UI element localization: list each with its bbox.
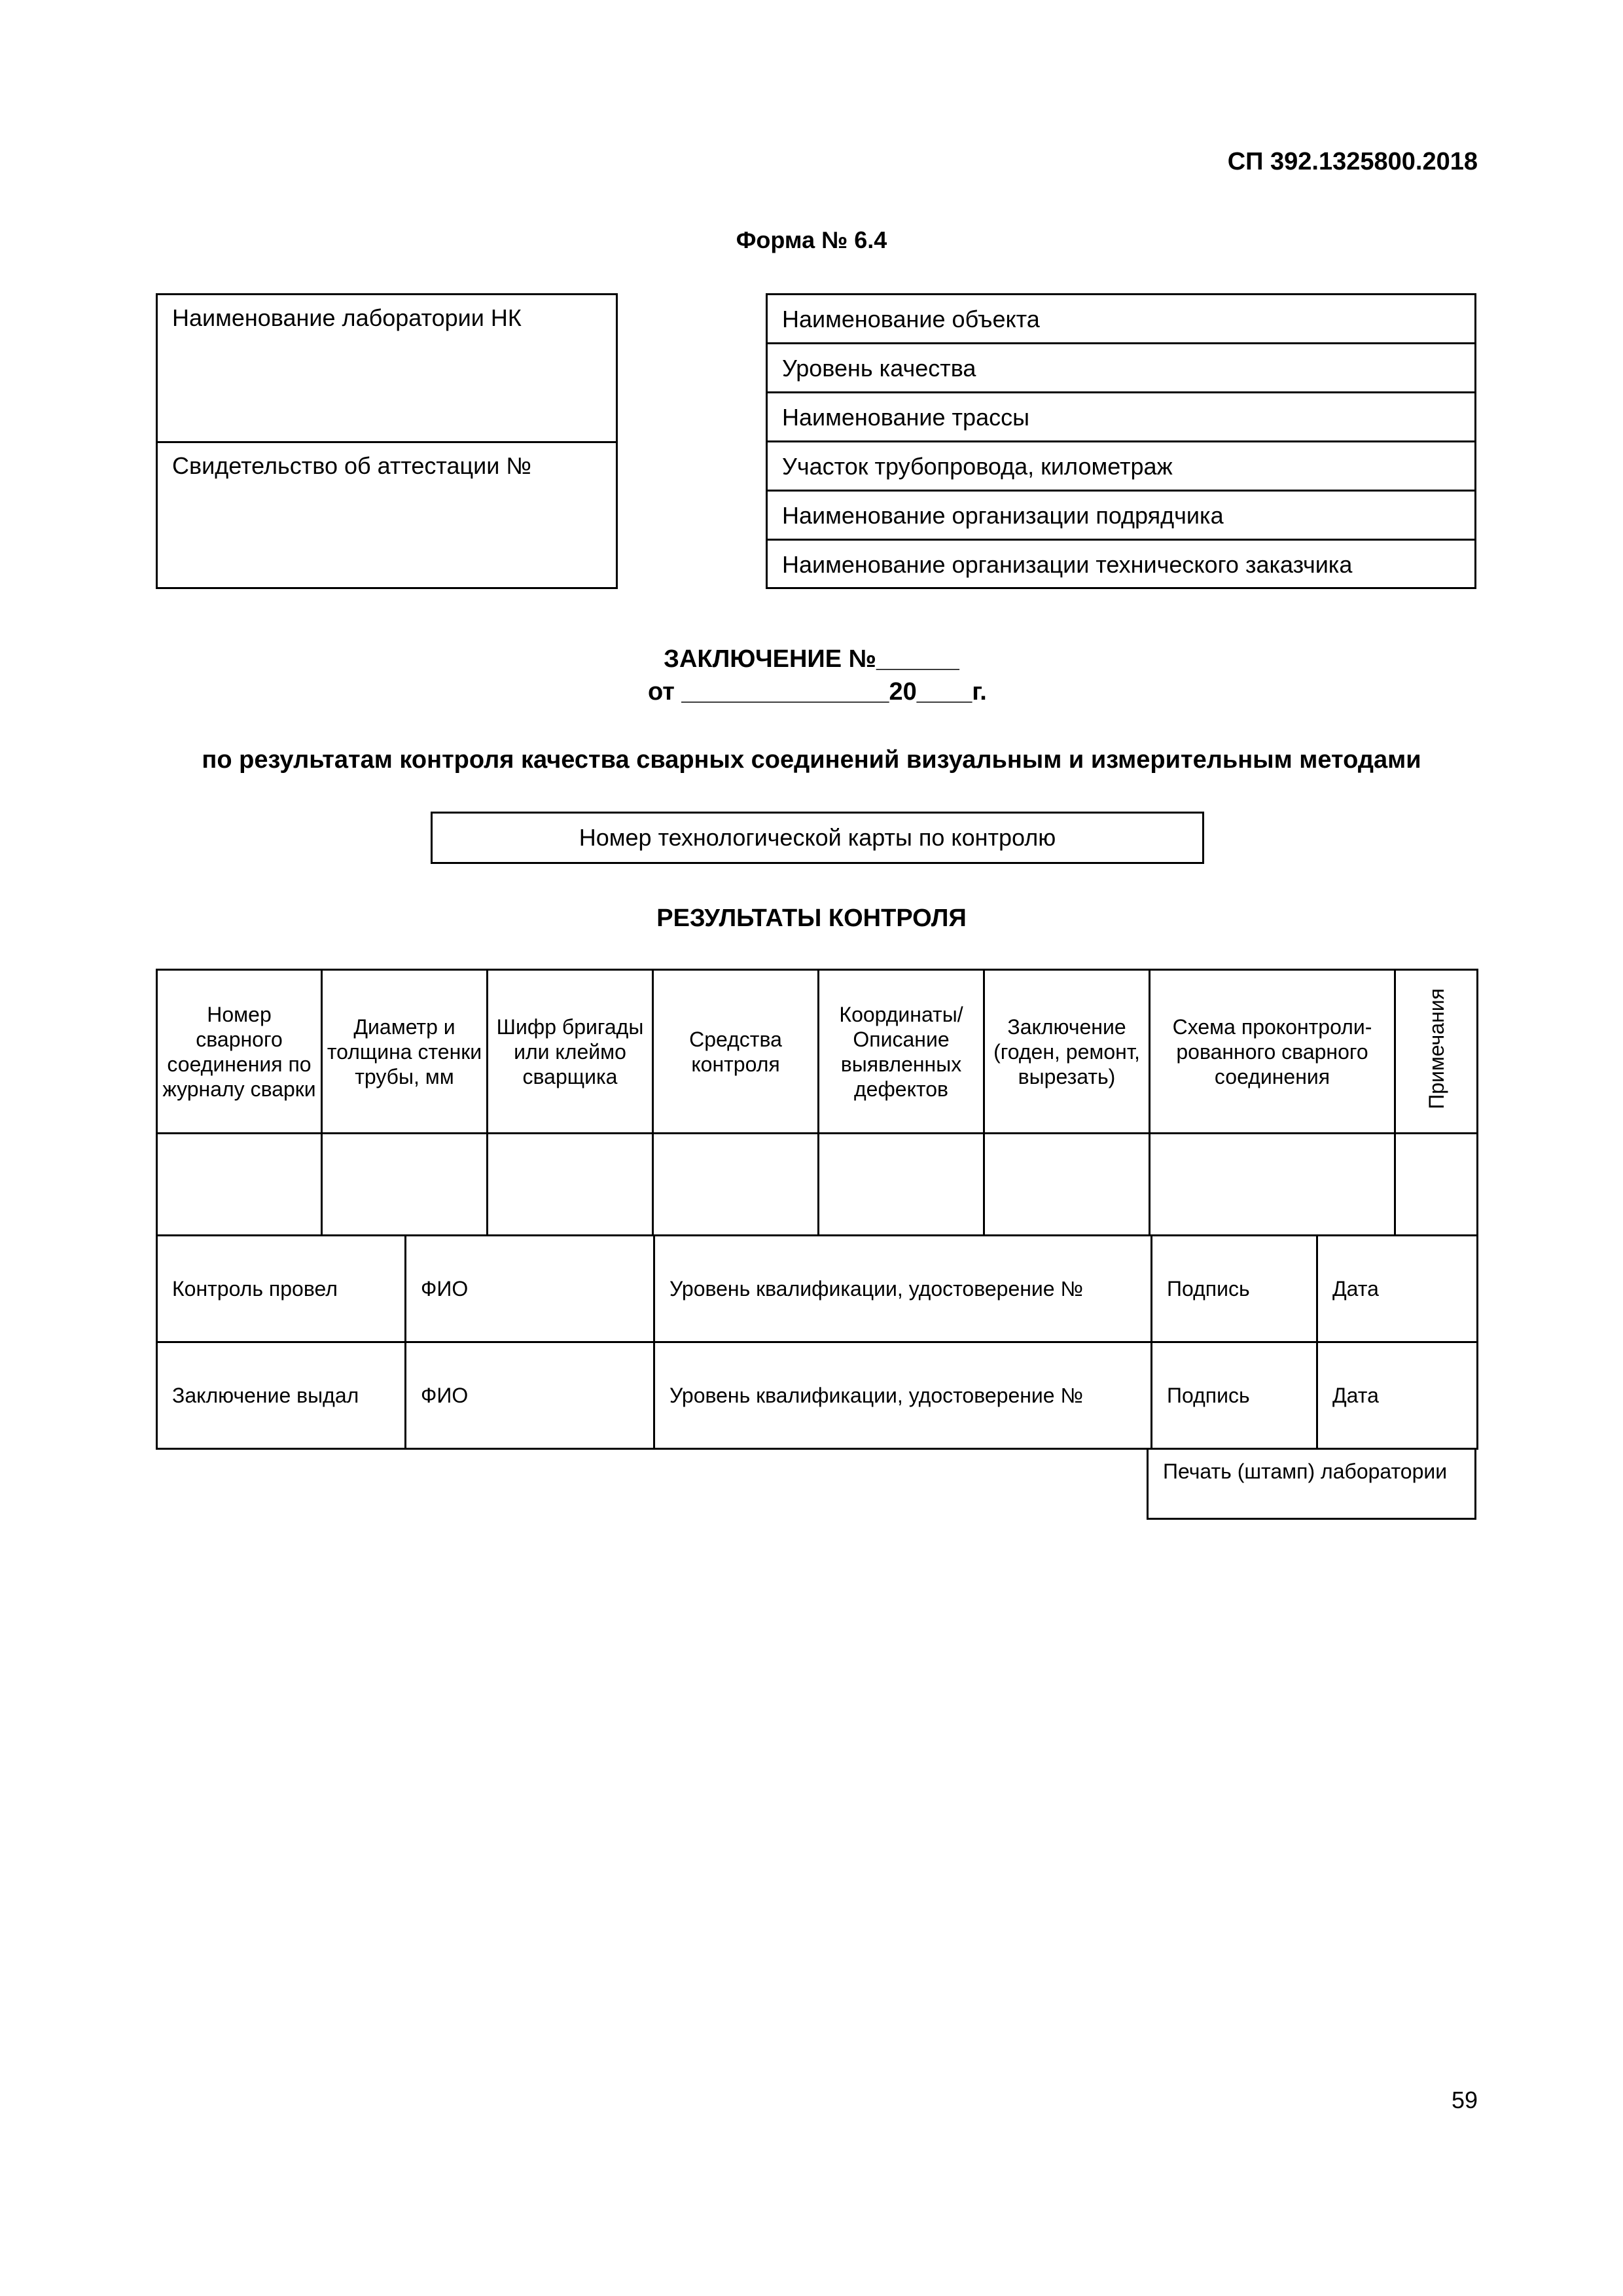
issuer-row: [157, 1342, 1478, 1449]
header-notes: Примечания: [1424, 988, 1448, 1109]
table-header-row: [157, 970, 1478, 1134]
inspector-signature[interactable]: Подпись: [1152, 1236, 1317, 1342]
lab-name-field[interactable]: Наименование лаборатории НК: [172, 304, 522, 331]
table-cell[interactable]: [488, 1134, 653, 1236]
document-code: СП 392.1325800.2018: [1227, 148, 1478, 175]
table-cell[interactable]: [1395, 1134, 1478, 1236]
inspector-date[interactable]: Дата: [1317, 1236, 1478, 1342]
results-title: РЕЗУЛЬТАТЫ КОНТРОЛЯ: [656, 905, 967, 932]
header-brigade-code: Шифр бригады или клеймо сварщика: [488, 970, 653, 1134]
quality-level-field[interactable]: Уровень качества: [768, 344, 1474, 393]
conclusion-subtitle: по результатам контроля качества сварных соединений визуальным и измерительным методами: [202, 746, 1421, 774]
inspector-row: [157, 1236, 1478, 1342]
table-cell[interactable]: [1150, 1134, 1395, 1236]
header-verdict: Заключение (годен, ремонт, вырезать): [984, 970, 1150, 1134]
object-info-box: [766, 293, 1476, 589]
lab-stamp-field[interactable]: Печать (штамп) лаборатории: [1147, 1448, 1476, 1520]
techmap-label: Номер технологической карты по контролю: [579, 824, 1056, 851]
page-number: 59: [1451, 2087, 1478, 2113]
route-name-field[interactable]: Наименование трассы: [768, 393, 1474, 442]
issuer-signature[interactable]: Подпись: [1152, 1342, 1317, 1449]
table-cell[interactable]: [157, 1134, 322, 1236]
table-cell[interactable]: [819, 1134, 984, 1236]
customer-field[interactable]: Наименование организации технического заказчика: [782, 551, 1353, 578]
header-scheme: Схема проконтроли-рованного сварного соединения: [1150, 970, 1395, 1134]
results-table: [156, 969, 1478, 1236]
conclusion-title: ЗАКЛЮЧЕНИЕ №______: [664, 645, 959, 673]
issuer-fio[interactable]: ФИО: [406, 1342, 654, 1449]
laboratory-box: [156, 293, 618, 589]
table-cell[interactable]: [322, 1134, 488, 1236]
issuer-role: Заключение выдал: [157, 1342, 406, 1449]
inspector-qualification[interactable]: Уровень квалификации, удостоверение №: [654, 1236, 1152, 1342]
inspector-role: Контроль провел: [157, 1236, 406, 1342]
table-cell[interactable]: [653, 1134, 819, 1236]
form-title: Форма № 6.4: [736, 226, 887, 253]
certificate-field[interactable]: Свидетельство об аттестации №: [158, 441, 616, 587]
signature-table: [156, 1234, 1478, 1450]
header-notes-cell: [1395, 970, 1478, 1134]
inspector-fio[interactable]: ФИО: [406, 1236, 654, 1342]
conclusion-date: от _______________20____г.: [648, 678, 987, 706]
table-row: [157, 1134, 1478, 1236]
issuer-date[interactable]: Дата: [1317, 1342, 1478, 1449]
object-name-field[interactable]: Наименование объекта: [768, 295, 1474, 344]
header-control-means: Средства контроля: [653, 970, 819, 1134]
issuer-qualification[interactable]: Уровень квалификации, удостоверение №: [654, 1342, 1152, 1449]
header-diameter: Диаметр и толщина стенки трубы, мм: [322, 970, 488, 1134]
table-cell[interactable]: [984, 1134, 1150, 1236]
contractor-field[interactable]: Наименование организации подрядчика: [768, 492, 1474, 541]
techmap-field[interactable]: [431, 812, 1204, 864]
pipeline-section-field[interactable]: Участок трубопровода, километраж: [768, 442, 1474, 492]
header-joint-number: Номер сварного соединения по журналу сварки: [157, 970, 322, 1134]
header-defects: Координаты/ Описание выявленных дефектов: [819, 970, 984, 1134]
